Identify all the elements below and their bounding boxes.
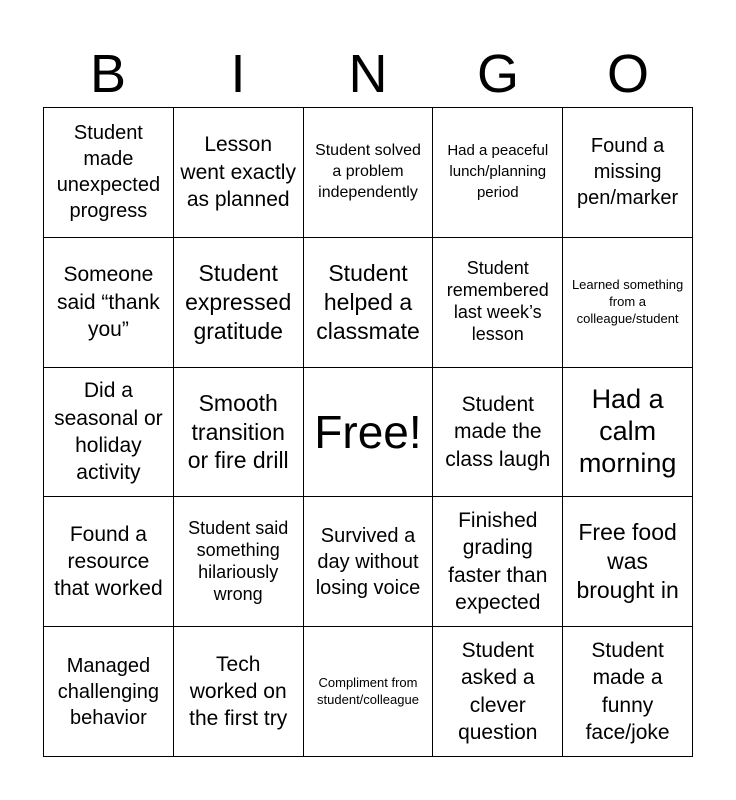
header-letter-b: B bbox=[89, 44, 127, 104]
cell-label: Found a missing pen/marker bbox=[577, 135, 679, 210]
cell-label: Student said something hilariously wrong bbox=[188, 517, 289, 604]
bingo-cell-r5c2[interactable] bbox=[174, 627, 304, 757]
bingo-cell-r2c4[interactable] bbox=[433, 238, 563, 368]
bingo-cell-r4c1[interactable] bbox=[44, 497, 174, 627]
header-letter-n: N bbox=[348, 44, 388, 104]
bingo-cell-r2c3[interactable] bbox=[304, 238, 434, 368]
header-letter-o: O bbox=[606, 44, 649, 104]
bingo-cell-r5c5[interactable] bbox=[563, 627, 693, 757]
cell-label: Managed challenging behavior bbox=[57, 654, 159, 729]
bingo-cell-r1c3[interactable] bbox=[304, 108, 434, 238]
bingo-cell-r2c2[interactable] bbox=[174, 238, 304, 368]
cell-label: Student made the class laugh bbox=[445, 393, 551, 471]
bingo-cell-r3c4[interactable] bbox=[433, 368, 563, 498]
bingo-cell-r4c2[interactable] bbox=[174, 497, 304, 627]
cell-label: Student solved a problem independently bbox=[315, 142, 421, 201]
cell-label: Finished grading faster than expected bbox=[448, 509, 548, 615]
free-space-label: Free! bbox=[314, 405, 422, 458]
cell-label: Did a seasonal or holiday activity bbox=[54, 379, 163, 485]
bingo-cell-r5c1[interactable] bbox=[44, 627, 174, 757]
bingo-cell-r3c2[interactable] bbox=[174, 368, 304, 498]
cell-label: Tech worked on the first try bbox=[189, 652, 288, 731]
cell-label: Learned something from a colleague/student bbox=[571, 276, 684, 326]
cell-label: Student made a funny face/joke bbox=[585, 639, 670, 744]
cell-label: Student remembered last week’s lesson bbox=[446, 258, 549, 345]
header-letter-g: G bbox=[476, 44, 519, 104]
bingo-cell-r3c5[interactable] bbox=[563, 368, 693, 498]
bingo-cell-free[interactable] bbox=[304, 368, 434, 498]
cell-label: Smooth transition or fire drill bbox=[187, 389, 289, 474]
bingo-cell-r1c5[interactable] bbox=[563, 108, 693, 238]
cell-label: Student expressed gratitude bbox=[185, 259, 292, 344]
bingo-cell-r1c4[interactable] bbox=[433, 108, 563, 238]
cell-label: Student asked a clever question bbox=[458, 639, 538, 744]
bingo-header bbox=[43, 40, 693, 108]
bingo-cell-r2c1[interactable] bbox=[44, 238, 174, 368]
cell-label: Someone said “thank you” bbox=[57, 263, 160, 341]
cell-label: Compliment from student/colleague bbox=[317, 674, 419, 707]
cell-label: Had a calm morning bbox=[578, 384, 677, 478]
bingo-cell-r2c5[interactable] bbox=[563, 238, 693, 368]
bingo-cell-r1c2[interactable] bbox=[174, 108, 304, 238]
cell-label: Student helped a classmate bbox=[316, 259, 420, 344]
header-letter-i: I bbox=[230, 44, 246, 104]
bingo-cell-r1c1[interactable] bbox=[44, 108, 174, 238]
bingo-cell-r4c4[interactable] bbox=[433, 497, 563, 627]
bingo-cell-r3c1[interactable] bbox=[44, 368, 174, 498]
bingo-cell-r4c5[interactable] bbox=[563, 497, 693, 627]
cell-label: Found a resource that worked bbox=[54, 522, 163, 601]
bingo-cell-r5c4[interactable] bbox=[433, 627, 563, 757]
cell-label: Student made unexpected progress bbox=[56, 122, 161, 223]
cell-label: Survived a day without losing voice bbox=[315, 524, 421, 599]
cell-label: Free food was brought in bbox=[576, 519, 679, 604]
bingo-board bbox=[43, 107, 693, 757]
cell-label: Had a peaceful lunch/planning period bbox=[447, 142, 549, 201]
bingo-cell-r4c3[interactable] bbox=[304, 497, 434, 627]
bingo-cell-r5c3[interactable] bbox=[304, 627, 434, 757]
cell-label: Lesson went exactly as planned bbox=[180, 133, 296, 212]
